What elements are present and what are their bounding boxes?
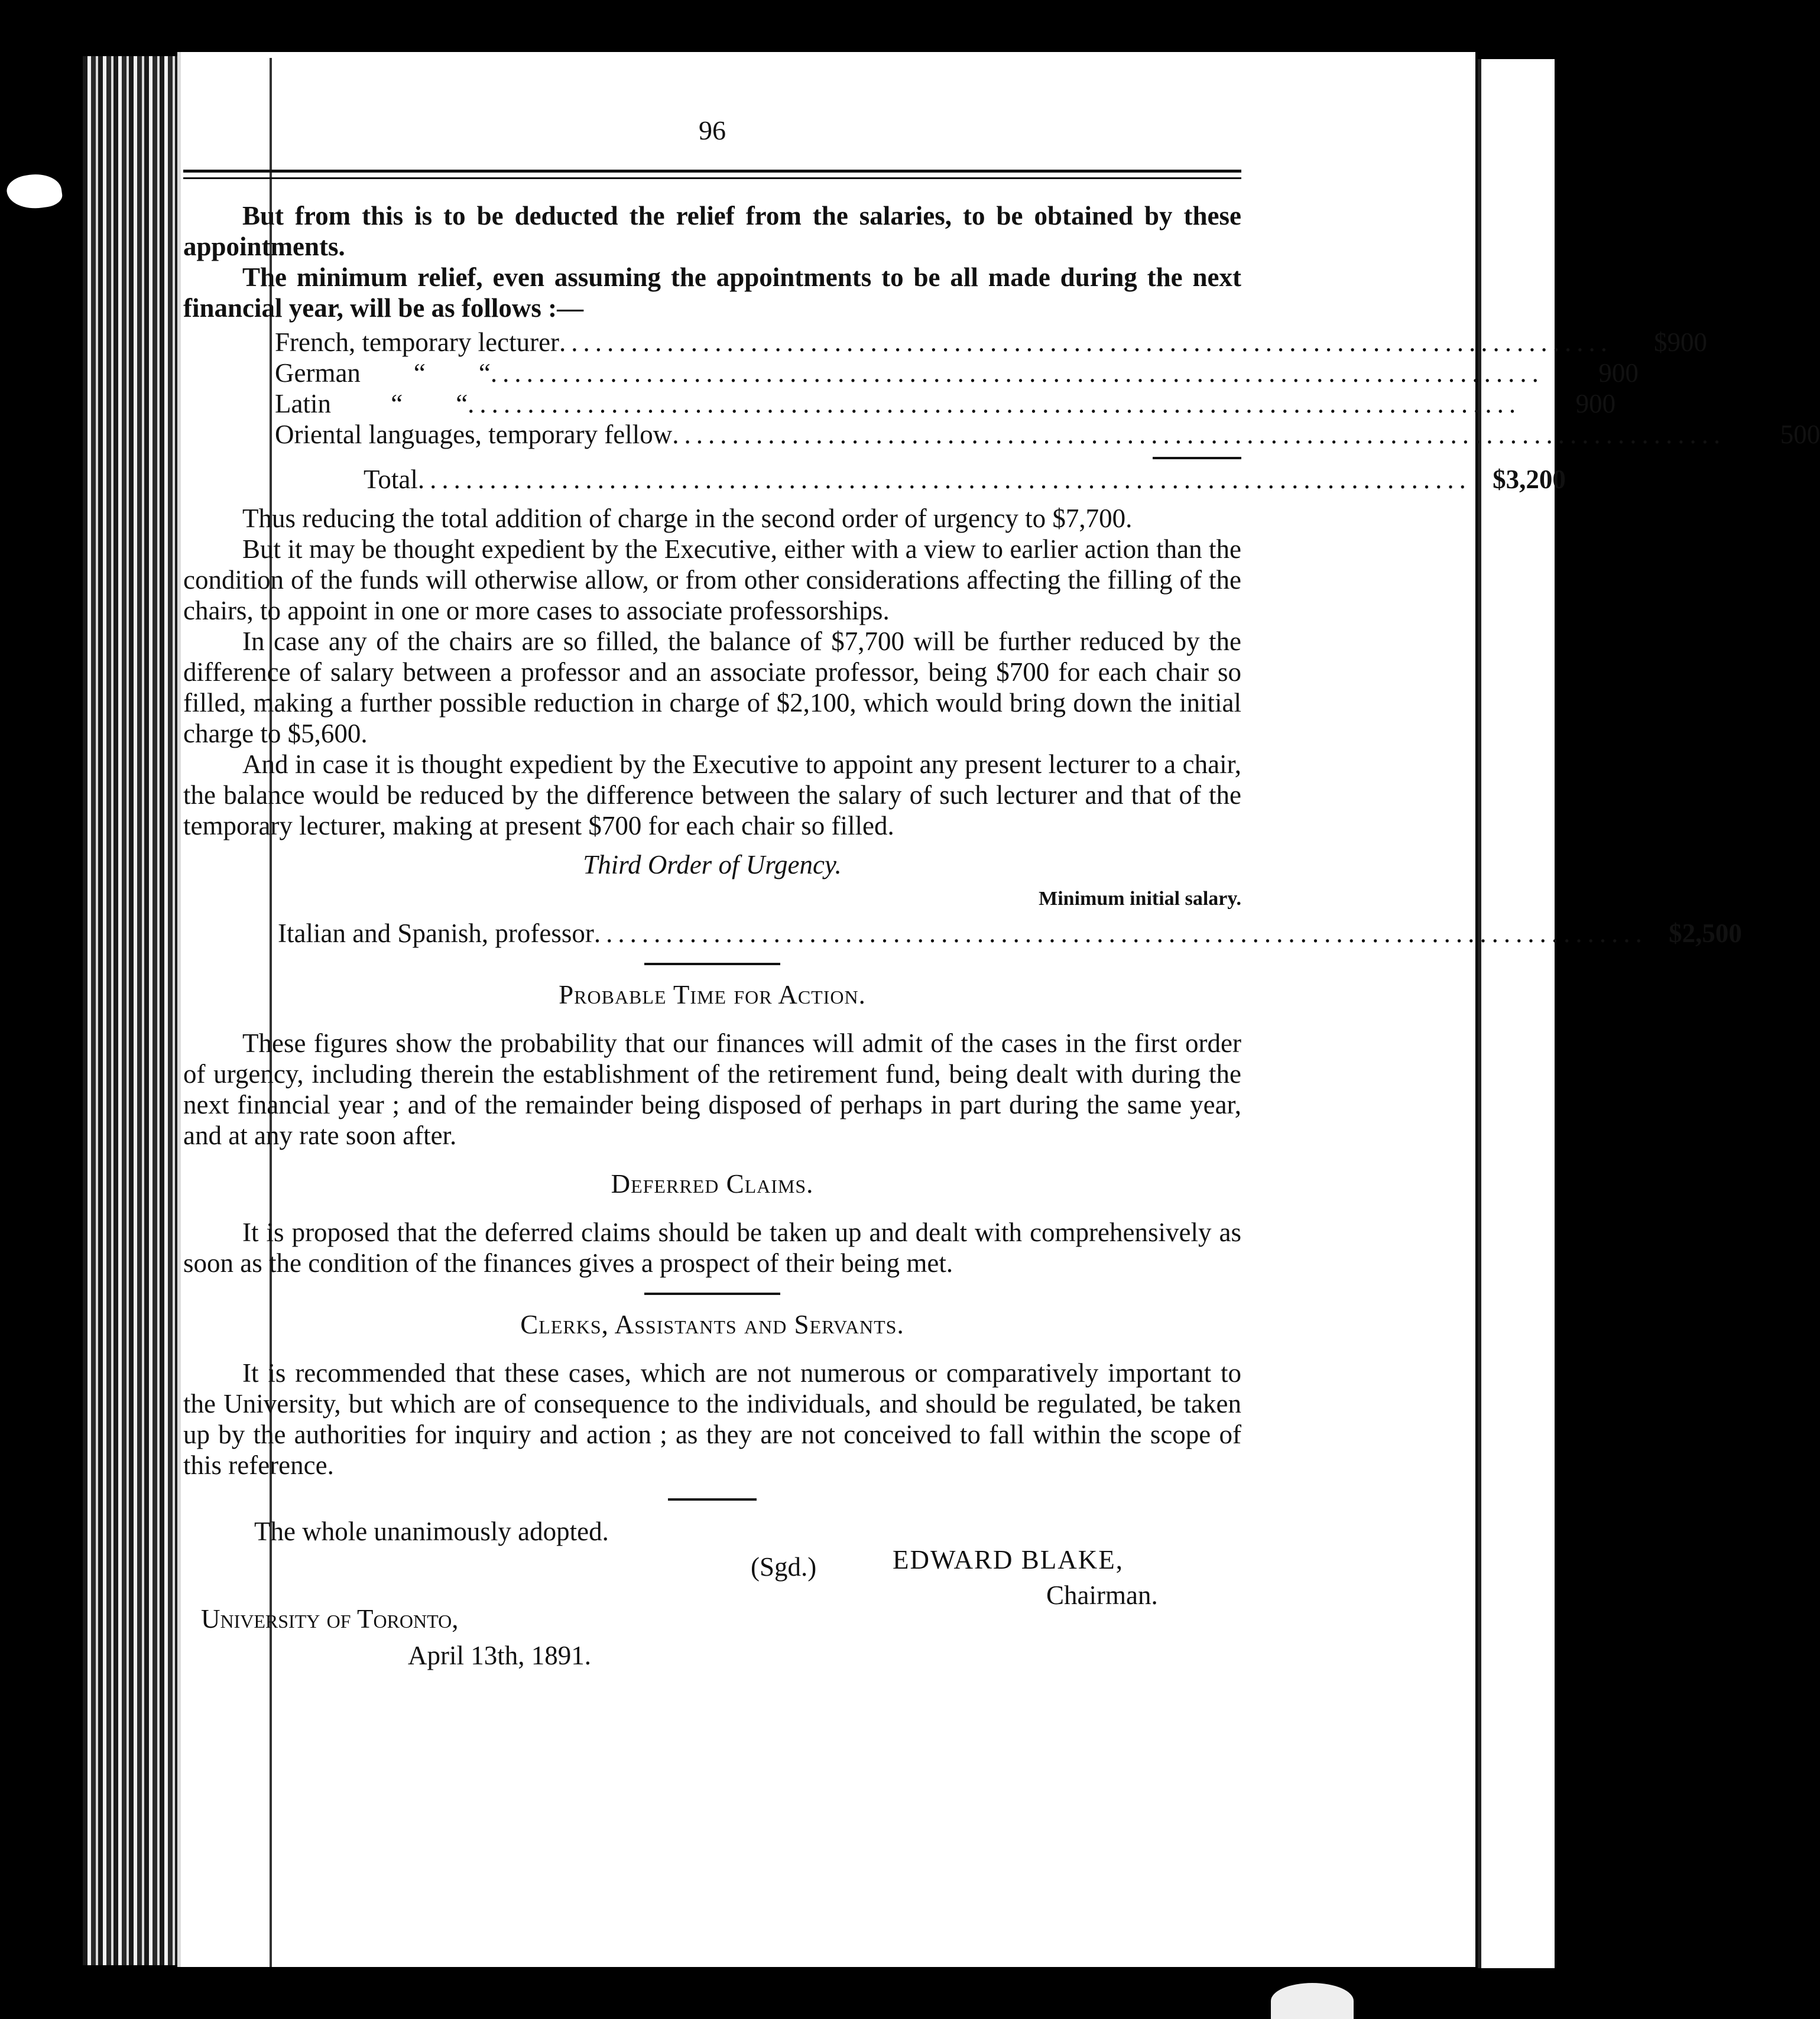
third-order-heading: Third Order of Urgency. <box>583 850 842 879</box>
relief-label: French, temporary lecturer <box>275 327 560 357</box>
min-salary-heading: Minimum initial salary. <box>1039 888 1241 910</box>
section-divider <box>644 963 780 965</box>
header-rule <box>183 170 1241 179</box>
page-content <box>183 115 1820 1670</box>
scan-artifact <box>1271 1983 1354 2019</box>
leader-dots: ........................................................................................ <box>490 358 1544 388</box>
leader-dots: ........................................................................................ <box>593 918 1647 948</box>
total-row <box>275 464 1566 495</box>
paragraph-expedient: But it may be thought expedient by the Executive, either with a view to earlier action than the condition of the funds will otherwise allow, or from other considerations affecting the filling of the chairs, to appoint in one or more cases to associate professorships. <box>183 534 1241 625</box>
section-divider <box>668 1498 757 1501</box>
relief-amount: 500 <box>1780 420 1820 449</box>
paragraph-reducing: Thus reducing the total addition of charge in the second order of urgency to $7,700. <box>242 504 1133 533</box>
section-divider <box>644 1293 780 1295</box>
relief-label: Oriental languages, temporary fellow <box>275 420 673 449</box>
leader-dots: ........................................................................................ <box>559 327 1613 357</box>
relief-amount: 900 <box>1598 358 1639 388</box>
third-order-row <box>278 918 1742 949</box>
total-rule <box>1153 457 1241 459</box>
relief-label: German “ “ <box>275 358 491 388</box>
probable-time-heading: Probable Time for Action. <box>559 980 866 1009</box>
paragraph-lecturer: And in case it is thought expedient by the Executive to appoint any present lecturer to a chair, the balance would be reduced by the difference between the salary of such lecturer and that of the temporary lecturer, making at present $700 for each chair so filled. <box>183 749 1241 840</box>
relief-label: Latin “ “ <box>275 389 468 418</box>
intro-paragraph-1: But from this is to be deducted the relief from the salaries, to be obtained by these appointments. <box>183 201 1241 261</box>
deferred-claims-heading: Deferred Claims. <box>611 1169 814 1199</box>
signature-block <box>183 1516 1241 1670</box>
relief-amount: $900 <box>1654 327 1708 357</box>
relief-list <box>275 327 1820 495</box>
relief-row-french <box>275 327 1708 358</box>
signer-name: EDWARD BLAKE, <box>893 1545 1124 1575</box>
intro-paragraph-2: The minimum relief, even assuming the appointments to be all made during the next financial year, will be as follows :— <box>183 262 1241 323</box>
adopted-statement: The whole unanimously adopted. <box>254 1517 609 1546</box>
third-order-label: Italian and Spanish, professor <box>278 918 594 948</box>
book-page-edges <box>83 56 177 1965</box>
third-order-amount: $2,500 <box>1669 918 1742 948</box>
institution-name: University of Toronto, <box>201 1604 459 1634</box>
leader-dots: ........................................................................................ <box>417 465 1471 494</box>
relief-amount: 900 <box>1575 389 1616 418</box>
page-edge-mark <box>5 171 63 212</box>
leader-dots: ........................................................................................ <box>468 389 1521 418</box>
clerks-heading: Clerks, Assistants and Servants. <box>520 1310 904 1339</box>
relief-row-latin <box>275 388 1616 419</box>
signed-marker: (Sgd.) <box>751 1552 817 1582</box>
paragraph-chairs-filled: In case any of the chairs are so filled, the balance of $7,700 will be further reduced by the difference of salary between a professor and an associate professor, being $700 for each chair so filled, making a further possible reduction in charge of $2,100, which would bring down the initial charge to $5,600. <box>183 627 1241 748</box>
signer-title: Chairman. <box>1046 1580 1158 1610</box>
page-number: 96 <box>699 115 726 145</box>
total-label: Total <box>364 465 418 494</box>
probable-time-text: These figures show the probability that our finances will admit of the cases in the first order of urgency, including therein the establishment of the retirement fund, being dealt with during the next financial year ; and of the remainder being disposed of perhaps in part during the same year, and at any rate soon after. <box>183 1028 1241 1150</box>
relief-row-oriental <box>275 419 1820 450</box>
total-amount: $3,200 <box>1493 465 1566 494</box>
relief-row-german <box>275 358 1639 388</box>
document-date: April 13th, 1891. <box>408 1641 591 1670</box>
clerks-text: It is recommended that these cases, which are not numerous or comparatively important to the University, but which are of consequence to the individuals, and should be regulated, be taken up by the authorities for inquiry and action ; as they are not conceived to fall within the scope of this reference. <box>183 1358 1241 1480</box>
deferred-claims-text: It is proposed that the deferred claims should be taken up and dealt with comprehensively as soon as the condition of the finances gives a prospect of their being met. <box>183 1218 1241 1278</box>
leader-dots: ........................................................................................ <box>672 420 1726 449</box>
